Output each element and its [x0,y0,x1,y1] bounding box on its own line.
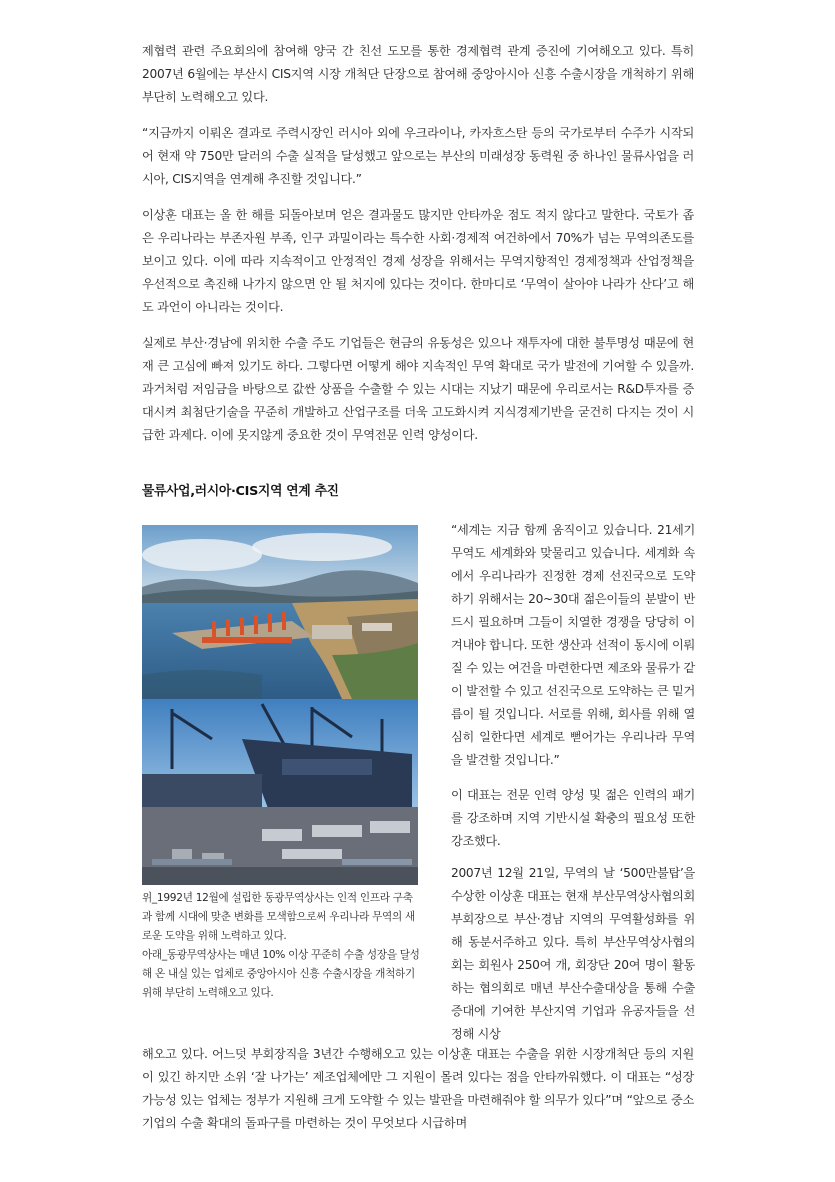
caption-bottom: 아래_동광무역상사는 매년 10% 이상 꾸준히 수출 성장을 달성해 온 내실 있는 업체로 중앙아시아 신흥 수출시장을 개척하기 위해 부단히 노력해오고 있다. [142,949,420,999]
paragraph-quote-export: “지금까지 이뤄온 결과로 주력시장인 러시아 외에 우크라이나, 카자흐스탄 등의 국가로부터 수주가 시작되어 현재 약 750만 달러의 수출 실적을 달성했고 앞으로는 부산의 미래성장 동력원 중 하나인 물류사업을 러시아, CIS지역을 연계해 추진할 것입니다.” [142,126,694,186]
port-cargo-dock-photo [142,699,418,885]
section-heading: 물류사업,러시아·CIS지역 연계 추진 [142,484,339,499]
photo-caption [142,889,420,1003]
caption-top: 위_1992년 12월에 설립한 동광무역상사는 인적 인프라 구축과 함께 시대에 맞춘 변화를 모색함으로써 우리나라 무역의 새로운 도약을 위해 노력하고 있다. [142,892,415,942]
paragraph-reflection: 이상훈 대표는 올 한 해를 되돌아보며 얻은 결과물도 많지만 안타까운 점도 적지 않다고 말한다. 국토가 좁은 우리나라는 부존자원 부족, 인구 과밀이라는 특수한 사회·경제적 여건하에서 70%가 넘는 무역의존도를 보이고 있다. 이에 따라 지속적이고 안정적인 경제 성장을 위해서는 무역지향적인 경제정책과 산업정책을 우선적으로 촉진해 나가지 않으면 안 될 처지에 있다는 것이다. 한마디로 ‘무역이 살아야 나라가 산다’고 해도 과언이 아니라는 것이다. [142,208,694,314]
paragraph-busan-companies: 실제로 부산·경남에 위치한 수출 주도 기업들은 현금의 유동성은 있으나 재투자에 대한 불투명성 때문에 현재 큰 고심에 빠져 있기도 하다. 그렇다면 어떻게 해야 지속적인 무역 확대로 국가 발전에 기여할 수 있을까. 과거처럼 저임금을 바탕으로 값싼 상품을 수출할 수 있는 시대는 지났기 때문에 우리로서는 R&D투자를 증대시켜 최첨단기술을 꾸준히 개발하고 산업구조를 더욱 고도화시켜 지식경제기반을 굳건히 다지는 것이 시급한 과제다. 이에 못지않게 중요한 것이 무역전문 인력 양성이다. [142,336,694,442]
paragraph-bottom: 해오고 있다. 어느덧 부회장직을 3년간 수행해오고 있는 이상훈 대표는 수출을 위한 시장개척단 등의 지원이 있긴 하지만 소위 ‘잘 나가는’ 제조업체에만 그 지원이 몰려 있다는 점을 안타까워했다. 이 대표는 “성장 가능성 있는 업체는 정부가 지원해 크게 도약할 수 있는 발판을 마련해줘야 할 의무가 있다”며 “앞으로 중소기업의 수출 확대의 돌파구를 마련하는 것이 무엇보다 시급하며 [142,1047,694,1130]
paragraph-intro: 제협력 관련 주요회의에 참여해 양국 간 친선 도모를 통한 경제협력 관계 증진에 기여해오고 있다. 특히 2007년 6월에는 부산시 CIS지역 시장 개척단 단장으로 참여해 중앙아시아 신흥 수출시장을 개척하기 위해 부단히 노력해오고 있다. [142,44,694,104]
right-award: 2007년 12월 21일, 무역의 날 ‘500만불탑’을 수상한 이상훈 대표는 현재 부산무역상사협의회 부회장으로 부산·경남 지역의 무역활성화를 위해 동분서주하고 있다. 특히 부산무역상사협의회는 회원사 250여 개, 회장단 20여 명이 활동하는 협의회로 매년 부산수출대상을 통해 수출 증대에 기여한 부산지역 기업과 유공자들을 선정해 시상 [451,866,695,1041]
right-emphasis: 이 대표는 전문 인력 양성 및 젊은 인력의 패기를 강조하며 지역 기반시설 확충의 필요성 또한 강조했다. [451,788,695,848]
right-quote: “세계는 지금 함께 움직이고 있습니다. 21세기 무역도 세계화와 맞물리고 있습니다. 세계화 속에서 우리나라가 진정한 경제 선진국으로 도약하기 위해서는 20~30대 젊은이들의 분발이 반드시 필요하며 그들이 치열한 경쟁을 당당히 이겨내야 합니다. 또한 생산과 선적이 동시에 이뤄질 수 있는 여건을 마련한다면 제조와 물류가 같이 발전할 수 있고 선진국으로 도약하는 큰 밑거름이 될 것입니다. 서로를 위해, 회사를 위해 열심히 일한다면 세계로 뻗어가는 우리나라 무역을 발견할 것입니다.” [451,523,695,767]
harbor-aerial-photo [142,525,418,699]
